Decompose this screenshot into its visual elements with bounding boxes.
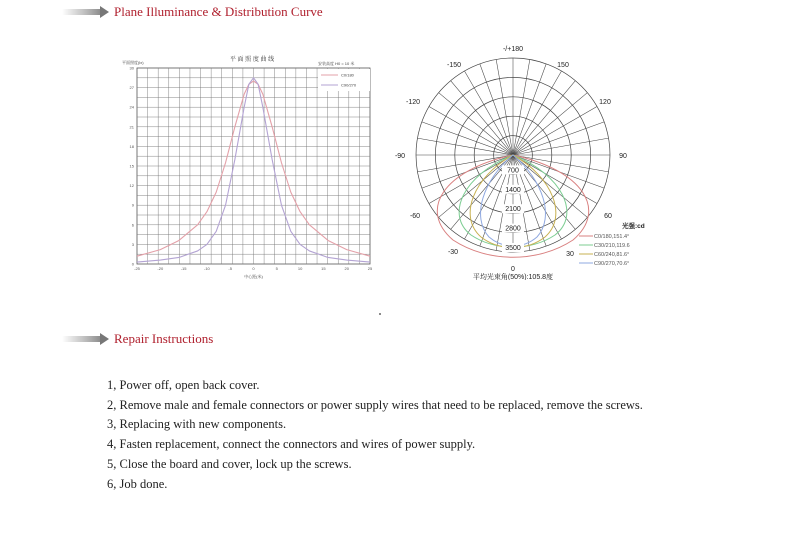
x-tick-label: -15 [180,266,187,271]
repair-instructions-list [107,376,643,494]
legend-label: C90/270,70.6° [594,261,630,267]
radial-label: 2100 [505,206,521,214]
radial-label: 2800 [505,225,521,233]
stray-dot [379,313,381,315]
angle-label: 120 [599,99,611,106]
legend-label: C0/180,151.4° [594,234,630,240]
angle-label: -120 [405,99,421,106]
polar-distribution-chart [395,42,665,280]
angle-label: -90 [395,153,406,160]
x-tick-label: 0 [252,266,255,271]
instruction-step: 6, Job done. [107,476,168,491]
instruction-step: 1, Power off, open back cover. [107,378,260,392]
unit-label: 光强:cd [622,223,645,230]
x-tick-label: -20 [157,266,164,271]
section-arrow-icon [62,335,110,343]
instruction-step: 5, Close the board and cover, lock up the screws. [107,456,352,471]
y-tick-label: 27 [129,85,134,91]
instruction-step: 4, Fasten replacement, connect the connectors and wires of power supply. [107,437,476,452]
angle-label: -150 [446,62,462,69]
chart-note: 安装高度 H0 = 10 米 [318,61,355,66]
instruction-step: 3, Replacing with new components. [107,417,287,432]
angle-label: 90 [619,153,627,160]
curve-section-title: Plane Illuminance & Distribution Curve [114,4,323,19]
x-tick-label: -5 [228,266,232,271]
radial-label: 1400 [505,186,521,194]
angle-label: -30 [447,249,459,256]
angle-label: -60 [409,213,421,220]
x-tick-label: -25 [134,266,140,271]
x-tick-label: 25 [367,266,373,271]
legend-label: C0/180 [341,72,354,78]
chart-title: 平 面 照 度 曲 线 [229,57,275,63]
angle-label: -/+180 [502,46,524,53]
legend-label: C30/210,119.6 [594,243,630,249]
x-tick-label: 20 [344,266,349,271]
x-tick-label: 15 [321,266,326,271]
y-tick-label: 0 [131,261,134,267]
y-tick-label: 9 [131,202,134,208]
instruction-step: 2, Remove male and female connectors or power supply wires that need to be replaced, remove the screws. [107,397,643,412]
legend-label: C90/270 [341,82,357,88]
angle-label: 60 [604,213,612,220]
y-tick-label: 3 [131,241,134,247]
repair-section-header [62,329,213,349]
x-axis-label: 中心距(米) [244,274,263,279]
radial-label: 700 [507,167,519,175]
x-tick-label: 10 [297,266,303,271]
x-tick-label: 5 [275,266,278,271]
y-tick-label: 18 [129,143,134,149]
y-tick-label: 6 [131,222,134,228]
illuminance-chart [122,52,382,282]
angle-label: 30 [566,251,574,258]
legend-label: C60/240,81.6° [594,252,630,258]
y-axis-label: 平面照度(lx) [122,60,144,65]
section-arrow-icon [62,8,110,16]
y-tick-label: 21 [129,124,134,130]
y-tick-label: 30 [129,65,134,71]
beam-angle-label: 平均光束角(50%):105.8度 [472,274,554,280]
y-tick-label: 24 [129,104,134,110]
curve-section-header [62,2,323,22]
radial-label: 3500 [505,245,521,252]
y-tick-label: 12 [129,183,134,189]
angle-label: 0 [511,266,515,273]
y-tick-label: 15 [129,163,134,169]
angle-label: 150 [557,62,569,69]
x-tick-label: -10 [204,266,210,271]
repair-section-title: Repair Instructions [114,331,214,346]
